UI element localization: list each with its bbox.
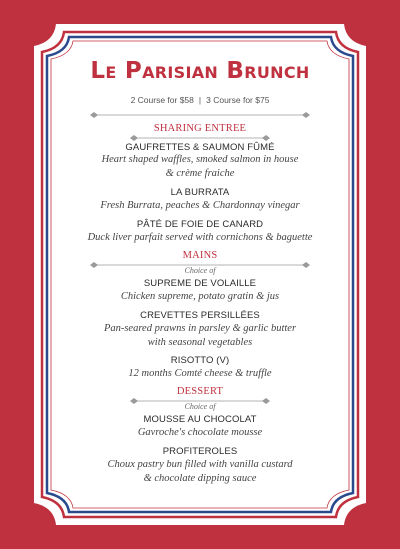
ornament-divider — [130, 135, 270, 141]
dish-name: MOUSSE AU CHOCOLAT — [143, 414, 257, 425]
dish-name: PÂTÉ DE FOIE DE CANARD — [136, 219, 264, 230]
menu-title: Le Parisian Brunch — [90, 58, 310, 84]
dish-name: SUPREME DE VOLAILLE — [143, 278, 257, 289]
section-heading-mains: MAINS — [182, 250, 218, 261]
dish-description: Chicken supreme, potato gratin & jus — [120, 291, 280, 302]
price-three-course: 3 Course for $75 — [206, 95, 270, 105]
menu-card — [34, 24, 366, 525]
menu-content — [34, 24, 366, 525]
dish-name: CREVETTES PERSILLÉES — [140, 310, 260, 321]
dish-description: Gavroche's chocolate mousse — [137, 427, 263, 438]
section-heading-dessert: DESSERT — [176, 386, 224, 397]
dish-description: Duck liver parfait served with cornichons & baguette — [87, 232, 313, 243]
price-two-course: 2 Course for $58 — [130, 95, 194, 105]
section-heading-sharing: SHARING ENTREE — [153, 123, 247, 134]
dish-name: LA BURRATA — [170, 187, 230, 198]
dish-description: Fresh Burrata, peaches & Chardonnay vinegar — [100, 200, 300, 211]
dish-description: with seasonal vegetables — [147, 337, 253, 348]
price-separator: | — [198, 95, 202, 105]
pricing-line — [34, 95, 366, 105]
dish-name: GAUFRETTES & SAUMON FÛMÉ — [125, 142, 275, 153]
dish-description: Heart shaped waffles, smoked salmon in house — [101, 154, 299, 165]
dish-description: Pan-seared prawns in parsley & garlic butter — [103, 323, 297, 334]
dish-name: RISOTTO (V) — [170, 355, 230, 366]
dish-name: PROFITEROLES — [162, 446, 238, 457]
dish-description: & crème fraiche — [165, 168, 235, 179]
ornament-divider — [90, 112, 310, 118]
dish-description: Choux pastry bun filled with vanilla custard — [107, 459, 293, 470]
section-note: Choice of — [184, 402, 216, 411]
dish-description: 12 months Comté cheese & truffle — [128, 368, 272, 379]
section-note: Choice of — [184, 266, 216, 275]
dish-description: & chocolate dipping sauce — [143, 473, 257, 484]
